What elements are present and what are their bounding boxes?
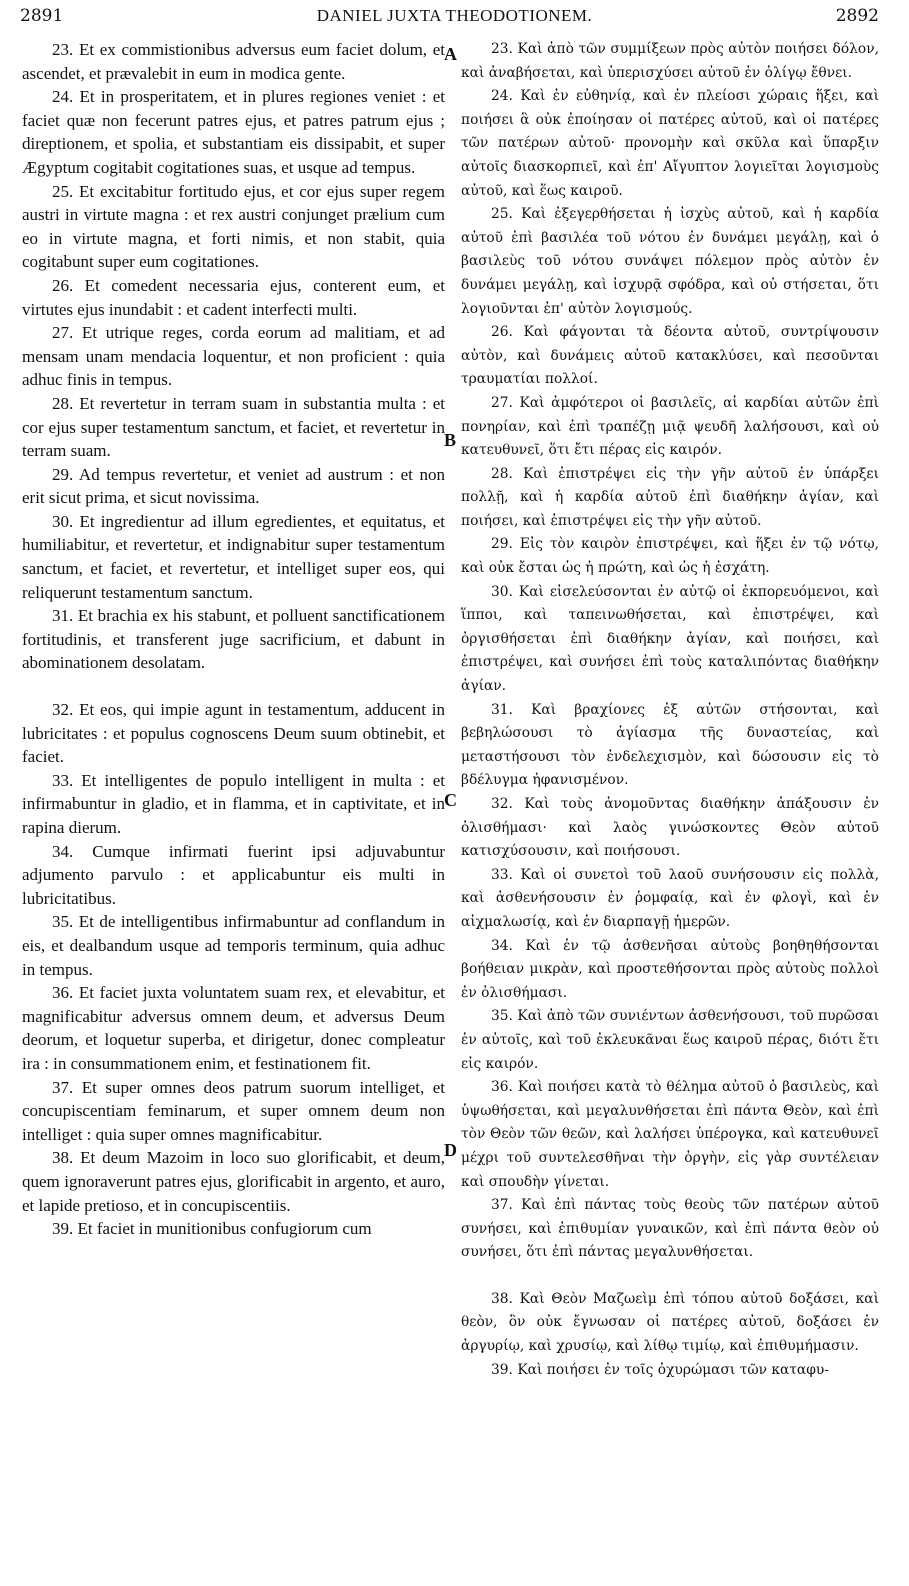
margin-marker-b: B [444, 430, 457, 450]
greek-verse-26: 26. Καὶ φάγονται τὰ δέοντα αὐτοῦ, συντρίψουσιν αὐτὸν, καὶ δυνάμεις αὐτοῦ κατακλύσει, καὶ πεσοῦνται τραυματίαι πολλοί. [461, 324, 879, 388]
greek-verse-31: 31. Καὶ βραχίονες ἐξ αὐτῶν στήσονται, καὶ βεβηλώσουσι τὸ ἁγίασμα τῆς δυναστείας, καὶ μεταστήσουσι τὸν ἐνδελεχισμὸν, καὶ δώσουσιν εἰς τὸ βδέλυγμα ἠφανισμένον. [461, 701, 879, 789]
latin-verse-33: 33. Et intelligentes de populo intelligent in multa : et infirmabuntur in gladio, et in flamma, et in captivitate, et in rapina dierum. [22, 770, 445, 837]
page-number-right: 2892 [835, 6, 879, 26]
latin-verse-29: 29. Ad tempus revertetur, et veniet ad austrum : et non erit sicut prima, et sicut novissima. [22, 464, 445, 508]
latin-column [22, 38, 445, 1241]
latin-verse-31: 31. Et brachia ex his stabunt, et polluent sanctificationem fortitudinis, et transferent juge sacrificium, et dabunt in abominationem desolatam. [22, 606, 445, 673]
running-title: DANIEL JUXTA THEODOTIONEM. [316, 6, 593, 25]
latin-verse-30: 30. Et ingredientur ad illum egredientes, et equitatus, et humiliabitur, et revertetur, et indignabitur super testamentum sanctum, et faciet, et revertetur, et intelliget super eos, qui reliquerunt testamentum sanctum. [22, 511, 445, 602]
latin-verse-32: 32. Et eos, qui impie agunt in testamentum, adducent in lubricitates : et populus cognoscens Deum suum obtinebit, et faciet. [22, 700, 445, 767]
greek-verse-25: 25. Καὶ ἐξεγερθήσεται ἡ ἰσχὺς αὐτοῦ, καὶ ἡ καρδία αὐτοῦ ἐπὶ βασιλέα τοῦ νότου ἐν δυνάμει μεγάλῃ, καὶ ὁ βασιλεὺς τοῦ νότου συνάψει πόλεμον πρὸς αὐτὸν ἐν δυνάμει μεγάλῃ, καὶ ἰσχυρᾷ σφόδρα, καὶ οὐ στήσεται, ὅτι λογιοῦνται ἐπ' αὐτὸν λογισμούς. [461, 206, 879, 317]
greek-verse-23: 23. Καὶ ἀπὸ τῶν συμμίξεων πρὸς αὐτὸν ποιήσει δόλον, καὶ ἀναβήσεται, καὶ ὑπερισχύσει αὐτοῦ ἐν ὀλίγῳ ἔθνει. [461, 41, 879, 81]
greek-verse-30: 30. Καὶ εἰσελεύσονται ἐν αὐτῷ οἱ ἐκπορευόμενοι, καὶ ἵπποι, καὶ ταπεινωθήσεται, καὶ ἐπιστρέψει, καὶ ὀργισθήσεται ἐπὶ διαθήκην ἁγίαν, καὶ ποιήσει, καὶ ἐπιστρέψει, καὶ συνήσει ἐπὶ τοὺς καταλιπόντας διαθήκην ἁγίαν. [461, 583, 879, 695]
latin-verse-27: 27. Et utrique reges, corda eorum ad malitiam, et ad mensam unam mendacia loquentur, et non proficient : quia adhuc finis in tempus. [22, 323, 445, 390]
greek-verse-34: 34. Καὶ ἐν τῷ ἀσθενῆσαι αὐτοὺς βοηθηθήσονται βοήθειαν μικρὰν, καὶ προστεθήσονται πρὸς αὐτοὺς πολλοὶ ἐν ὀλισθήμασι. [461, 937, 879, 1001]
greek-verse-36: 36. Καὶ ποιήσει κατὰ τὸ θέλημα αὐτοῦ ὁ βασιλεὺς, καὶ ὑψωθήσεται, καὶ μεγαλυνθήσεται ἐπὶ πάντα Θεὸν, καὶ ἐπὶ τὸν Θεὸν τῶν θεῶν, καὶ λαλήσει ὑπέρογκα, καὶ κατευθυνεῖ μέχρι τοῦ συντελεσθῆναι τὴν ὀργὴν, εἰς γὰρ συντέλειαν καὶ σπουδὴν γίνεται. [461, 1079, 879, 1190]
latin-verse-39: 39. Et faciet in munitionibus confugiorum cum [52, 1219, 372, 1239]
latin-verse-26: 26. Et comedent necessaria ejus, conterent eum, et virtutes ejus inundabit : et cadent interfecti multi. [22, 275, 445, 319]
greek-verse-33: 33. Καὶ οἱ συνετοὶ τοῦ λαοῦ συνήσουσιν εἰς πολλὰ, καὶ ἀσθενήσουσιν ἐν ῥομφαίᾳ, καὶ ἐν φλογὶ, καὶ ἐν αἰχμαλωσίᾳ, καὶ ἐν διαρπαγῇ ἡμερῶν. [461, 866, 879, 930]
margin-marker-d: D [444, 1140, 457, 1160]
greek-verse-39: 39. Καὶ ποιήσει ἐν τοῖς ὀχυρώμασι τῶν καταφυ- [491, 1361, 829, 1378]
page-number-left: 2891 [20, 6, 64, 26]
latin-verse-36: 36. Et faciet juxta voluntatem suam rex, et elevabitur, et magnificabitur adversus omnem deum, et adversus Deum deorum, et loquetur superba, et dirigetur, donec compleatur ira : in consummationem enim, et festinationem fit. [22, 983, 445, 1073]
greek-column [461, 38, 879, 1382]
greek-verse-27: 27. Καὶ ἀμφότεροι οἱ βασιλεῖς, αἱ καρδίαι αὐτῶν ἐπὶ πονηρίαν, καὶ ἐπὶ τραπέζῃ μιᾷ ψευδῆ λαλήσουσι, καὶ οὐ κατευθυνεῖ, ὅτι ἔτι πέρας εἰς καιρόν. [461, 394, 879, 459]
greek-verse-37: 37. Καὶ ἐπὶ πάντας τοὺς θεοὺς τῶν πατέρων αὐτοῦ συνήσει, καὶ ἐπιθυμίαν γυναικῶν, καὶ ἐπὶ πάντα θεὸν οὐ συνήσει, ὅτι ἐπὶ πάντας μεγαλυνθήσεται. [461, 1197, 879, 1261]
latin-verse-38: 38. Et deum Mazoim in loco suo glorificabit, et deum, quem ignoraverunt patres ejus, glorificabit in argento, et auro, et lapide pretioso, et in concupiscentiis. [22, 1148, 445, 1215]
greek-verse-24: 24. Καὶ ἐν εὐθηνίᾳ, καὶ ἐν πλείοσι χώραις ἥξει, καὶ ποιήσει ἃ οὐκ ἐποίησαν οἱ πατέρες αὐτοῦ, καὶ οἱ πατέρες τῶν πατέρων αὐτοῦ· προνομὴν καὶ σκῦλα καὶ ὕπαρξιν αὐτοῖς διασκορπιεῖ, καὶ ἐπ' Αἴγυπτον λογιεῖται λογισμοὺς αὐτοῦ, καὶ ἕως καιροῦ. [461, 88, 879, 199]
page-header [0, 6, 909, 30]
margin-marker-c: C [444, 790, 457, 810]
latin-verse-24: 24. Et in prosperitatem, et in plures regiones veniet : et faciet quæ non fecerunt patres ejus, et patres patrum ejus ; direptionem, et spolia, et substantiam eis dissipabit, et super Ægyptum cogitabit cogitationes suas, et usque ad tempus. [22, 87, 445, 177]
latin-verse-34: 34. Cumque infirmati fuerint ipsi adjuvabuntur adjumento parvulo : et applicabuntur eis multi in lubricitatibus. [22, 841, 445, 908]
latin-verse-25: 25. Et excitabitur fortitudo ejus, et cor ejus super regem austri in virtute magna : et rex austri conjunget prælium cum eo in virtute magna, et forti nimis, et non stabit, quia cogitabunt super eum cogitationes. [22, 181, 445, 272]
latin-verse-28: 28. Et revertetur in terram suam in substantia multa : et cor ejus super testamentum sanctum, et faciet, et revertetur in terram suam. [22, 393, 445, 461]
greek-verse-38: 38. Καὶ Θεὸν Μαζωεὶμ ἐπὶ τόπου αὐτοῦ δοξάσει, καὶ θεὸν, ὃν οὐκ ἔγνωσαν οἱ πατέρες αὐτοῦ, δοξάσει ἐν ἀργυρίῳ, καὶ χρυσίῳ, καὶ λίθῳ τιμίῳ, καὶ ἐπιθυμήμασιν. [461, 1290, 879, 1355]
greek-verse-28: 28. Καὶ ἐπιστρέψει εἰς τὴν γῆν αὐτοῦ ἐν ὑπάρξει πολλῇ, καὶ ἡ καρδία αὐτοῦ ἐπὶ διαθήκην ἁγίαν, καὶ ποιήσει, καὶ ἐπιστρέψει εἰς τὴν γῆν αὐτοῦ. [461, 465, 879, 529]
latin-verse-37: 37. Et super omnes deos patrum suorum intelliget, et concupiscentiam feminarum, et super omnem deum non intelliget : quia super omnes magnificabitur. [22, 1077, 445, 1144]
greek-verse-29: 29. Εἰς τὸν καιρὸν ἐπιστρέψει, καὶ ἥξει ἐν τῷ νότῳ, καὶ οὐκ ἔσται ὡς ἡ πρώτη, καὶ ὡς ἡ ἐσχάτη. [461, 536, 879, 577]
greek-verse-32: 32. Καὶ τοὺς ἀνομοῦντας διαθήκην ἀπάξουσιν ἐν ὀλισθήμασι· καὶ λαὸς γινώσκοντες Θεὸν αὐτοῦ κατισχύσουσιν, καὶ ποιήσουσι. [461, 796, 879, 860]
latin-verse-35: 35. Et de intelligentibus infirmabuntur ad conflandum in eis, et dealbandum usque ad temporis terminum, quia adhuc in tempus. [22, 912, 445, 979]
greek-verse-35: 35. Καὶ ἀπὸ τῶν συνιέντων ἀσθενήσουσι, τοῦ πυρῶσαι ἐν αὐτοῖς, καὶ τοῦ ἐκλευκᾶναι ἕως καιροῦ πέρας, διότι ἔτι εἰς καιρόν. [461, 1008, 879, 1072]
margin-marker-a: A [444, 44, 457, 64]
latin-verse-23: 23. Et ex commistionibus adversus eum faciet dolum, et ascendet, et prævalebit in eum in modica gente. [22, 40, 445, 83]
